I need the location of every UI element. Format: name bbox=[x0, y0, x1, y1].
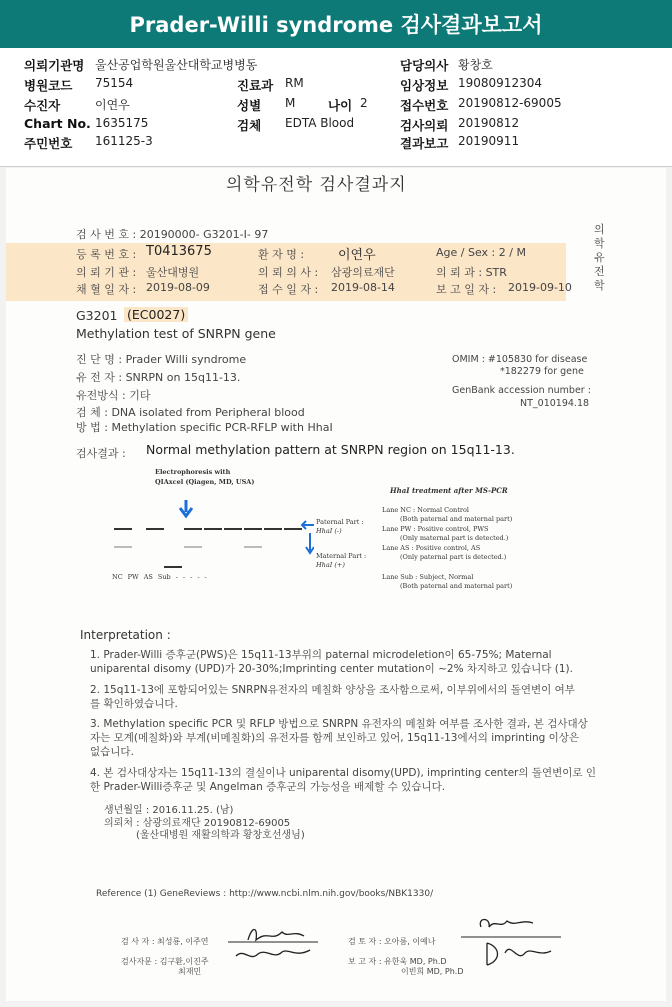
reg-label: 등 록 번 호 : bbox=[76, 248, 137, 261]
lane-labels bbox=[112, 573, 302, 582]
reference: Reference (1) GeneReviews : http://www.ncbi.nlm.nih.gov/books/NBK1330/ bbox=[96, 889, 434, 899]
interp-line: 를 확인하였습니다. bbox=[90, 698, 178, 710]
patient-info-panel bbox=[0, 48, 672, 167]
dept-value: RM bbox=[285, 76, 304, 90]
rep-label: 보 고 일 자 : bbox=[436, 283, 497, 296]
ref-dept: 의 뢰 과 : STR bbox=[436, 266, 507, 279]
paternal-label: Paternal Part : bbox=[316, 518, 364, 526]
band-7-mat bbox=[244, 546, 262, 548]
ref-doc-label: 의 뢰 의 사 : bbox=[258, 266, 319, 279]
agesex: Age / Sex : 2 / M bbox=[436, 246, 526, 259]
lane-label: NC bbox=[112, 573, 123, 581]
sex-value: M bbox=[285, 96, 296, 110]
specimen-line: 검 체 : DNA isolated from Peripheral blood bbox=[76, 406, 305, 419]
signer-reviewer: 검 토 자 : 오아름, 이예나 bbox=[348, 937, 436, 946]
reg-value: T0413675 bbox=[146, 244, 212, 259]
scanned-report bbox=[6, 168, 666, 1001]
name-value: 이연우 bbox=[338, 248, 376, 263]
doctor-value: 황창호 bbox=[458, 58, 493, 72]
result-value: Normal methylation pattern at SNRPN region on 15q11-13. bbox=[146, 442, 515, 457]
signature-examiner bbox=[228, 918, 318, 968]
legend-line: Lane NC : Normal Control bbox=[382, 506, 469, 514]
lane-label: - bbox=[190, 573, 193, 581]
interp-line: 한 Prader-Willi증후군 및 Angelman 증후군의 가능성을 배제할 수 있습니다. bbox=[90, 781, 446, 793]
paternal-sub: HhaI (-) bbox=[316, 527, 342, 535]
birth-date: 생년월일 : 2016.11.25. (남) bbox=[104, 805, 234, 816]
band-sub-pat bbox=[184, 528, 202, 530]
name-label: 환 자 명 : bbox=[258, 248, 305, 261]
clinical-label: 임상정보 bbox=[400, 78, 449, 93]
genbank-label: GenBank accession number : bbox=[452, 385, 591, 396]
interp-line: 자는 모계(메칠화)와 부계(비메칠화)의 유전자를 함께 보인하고 있어, 15q11-13에서의 imprinting 이상은 bbox=[90, 732, 580, 744]
mode: 유전방식 : 기타 bbox=[76, 389, 151, 402]
report-header bbox=[0, 0, 672, 48]
signer-reporter: 보 고 자 : 유한욱 MD, Ph.D bbox=[348, 957, 447, 966]
lane-label: AS bbox=[143, 573, 153, 581]
interp-line: 3. Methylation specific PCR 및 RFLP 방법으로 SNRPN 유전자의 메칠화 여부를 조사한 결과, 본 검사대상 bbox=[90, 718, 588, 730]
hospital-value: 울산공업학원울산대학교병병동 bbox=[95, 58, 258, 72]
genbank-value: NT_010194.18 bbox=[520, 398, 590, 409]
rec-date: 2019-08-14 bbox=[331, 281, 395, 294]
signer-advisor: 검사자문 : 김구환,이진주 bbox=[121, 957, 209, 966]
receipt-value: 20190812-69005 bbox=[458, 96, 562, 110]
legend-line: Lane PW : Positive control, PWS bbox=[382, 525, 489, 533]
interp-line: 2. 15q11-13에 포함되어있는 SNRPN유전자의 메칠화 양상을 조사함으로써, 이부위에서의 돌연변이 여부 bbox=[90, 684, 575, 696]
result-label: 검사결과 : bbox=[76, 447, 126, 460]
interp-para-4 bbox=[90, 766, 610, 794]
legend-line: (Both paternal and maternal part) bbox=[400, 582, 513, 590]
requester: 의뢰처 : 삼광의료재단 20190812-69005 bbox=[104, 818, 291, 829]
interp-para-2 bbox=[90, 683, 610, 711]
inst-value: 울산대병원 bbox=[146, 266, 200, 279]
requester-detail: (울산대병원 재활의학과 황창호선생님) bbox=[136, 830, 305, 841]
omim-gene: *182279 for gene bbox=[500, 366, 584, 377]
test-name: Methylation test of SNRPN gene bbox=[76, 326, 276, 341]
signer-advisor-2: 최재민 bbox=[178, 967, 202, 976]
arrow-down-left-icon bbox=[300, 533, 314, 555]
interp-para-1 bbox=[90, 648, 610, 676]
chart-label: Chart No. bbox=[24, 116, 91, 131]
specimen-value: EDTA Blood bbox=[285, 116, 355, 130]
sex-label: 성별 bbox=[237, 98, 262, 113]
diagnosis: 진 단 명 : Prader Willi syndrome bbox=[76, 353, 247, 366]
lane-label: - bbox=[197, 573, 200, 581]
legend-line: Lane AS : Positive control, AS bbox=[382, 544, 481, 552]
interp-line: 4. 본 검사대상자는 15q11-13의 결실이나 uniparental disomy(UPD), imprinting center의 돌연변이로 인 bbox=[90, 767, 597, 779]
legend-line: (Only maternal part is detected.) bbox=[400, 534, 509, 542]
rec-label: 접 수 일 자 : bbox=[258, 283, 319, 296]
code-label: 병원코드 bbox=[24, 78, 73, 93]
legend-line: (Only paternal part is detected.) bbox=[400, 553, 507, 561]
maternal-sub: HhaI (+) bbox=[316, 561, 345, 569]
ref-doc-value: 삼광의료재단 bbox=[331, 266, 395, 279]
band-sub-mat bbox=[184, 546, 202, 548]
receipt-label: 접수번호 bbox=[400, 98, 449, 113]
band-nc-mat bbox=[114, 546, 132, 548]
signature-reviewer bbox=[461, 913, 561, 969]
omim-disease: OMIM : #105830 for disease bbox=[452, 354, 588, 365]
col-label: 채 혈 일 자 : bbox=[76, 283, 137, 296]
method-line: 방 법 : Methylation specific PCR-RFLP with HhaI bbox=[76, 421, 333, 434]
test-code: G3201 bbox=[76, 308, 118, 323]
chart-value: 1635175 bbox=[95, 116, 149, 130]
lane-label: - bbox=[175, 573, 178, 581]
lane-label: - bbox=[204, 573, 207, 581]
hospital-label: 의뢰기관명 bbox=[24, 58, 85, 73]
doctor-label: 담당의사 bbox=[400, 58, 449, 73]
report-label: 결과보고 bbox=[400, 136, 449, 151]
report-value: 20190911 bbox=[458, 134, 520, 148]
rep-date: 2019-09-10 bbox=[508, 281, 572, 294]
scan-title: 의학유전학 검사결과지 bbox=[226, 175, 407, 195]
code-value: 75154 bbox=[95, 76, 134, 90]
report-title: Prader-Willi syndrome 검사결과보고서 bbox=[129, 13, 543, 37]
signer-reporter-2: 이빈희 MD, Ph.D bbox=[401, 967, 464, 976]
gel-title-2: QIAxcel (Qiagen, MD, USA) bbox=[155, 478, 255, 486]
gene: 유 전 자 : SNRPN on 15q11-13. bbox=[76, 371, 241, 384]
test-no: 검 사 번 호 : 20190000- G3201-I- 97 bbox=[76, 228, 269, 241]
lane-label: - bbox=[182, 573, 186, 581]
arrow-down-icon bbox=[176, 500, 196, 520]
interp-line: uniparental disomy (UPD)가 20-30%;Imprinting center mutation이 ~2% 차지하고 있습니다 (1). bbox=[90, 663, 573, 675]
gel-title-1: Electrophoresis with bbox=[155, 468, 231, 476]
signer-examiner: 검 사 자 : 최성룡, 이주연 bbox=[121, 937, 209, 946]
band-pw-pat bbox=[146, 528, 164, 530]
request-label: 검사의뢰 bbox=[400, 118, 449, 133]
col-date: 2019-08-09 bbox=[146, 281, 210, 294]
band-8-pat bbox=[264, 528, 282, 530]
lane-label: PW bbox=[127, 573, 139, 581]
interp-line: 1. Prader-Willi 증후군(PWS)은 15q11-13부위의 paternal microdeletion이 65-75%; Maternal bbox=[90, 649, 552, 661]
request-value: 20190812 bbox=[458, 116, 520, 130]
legend-title: HhaI treatment after MS-PCR bbox=[390, 486, 508, 495]
legend-line: (Both paternal and maternal part) bbox=[400, 515, 513, 523]
clinical-value: 19080912304 bbox=[458, 76, 542, 90]
ec-code: (EC0027) bbox=[124, 307, 188, 322]
side-label: 의학유전학 bbox=[594, 223, 605, 292]
band-nc-pat bbox=[114, 528, 132, 530]
patient-value: 이연우 bbox=[95, 98, 130, 112]
dept-label: 진료과 bbox=[237, 78, 274, 93]
band-7-pat bbox=[244, 528, 262, 530]
inst-label: 의 뢰 기 관 : bbox=[76, 266, 137, 279]
id-label: 주민번호 bbox=[24, 136, 73, 151]
id-value: 161125-3 bbox=[95, 134, 153, 148]
age-value: 2 bbox=[360, 96, 368, 110]
specimen-label: 검체 bbox=[237, 118, 262, 133]
legend-line: Lane Sub : Subject, Normal bbox=[382, 573, 474, 581]
lane-label: Sub bbox=[157, 573, 171, 581]
patient-label: 수진자 bbox=[24, 98, 61, 113]
arrow-left-icon bbox=[300, 520, 314, 530]
maternal-label: Maternal Part : bbox=[316, 552, 367, 560]
band-as-mat bbox=[164, 566, 182, 568]
age-label: 나이 bbox=[328, 98, 353, 113]
band-6-pat bbox=[224, 528, 242, 530]
band-5-pat bbox=[204, 528, 222, 530]
interp-para-3 bbox=[90, 717, 610, 759]
interpretation-title: Interpretation : bbox=[80, 628, 171, 642]
interp-line: 없습니다. bbox=[90, 746, 134, 758]
